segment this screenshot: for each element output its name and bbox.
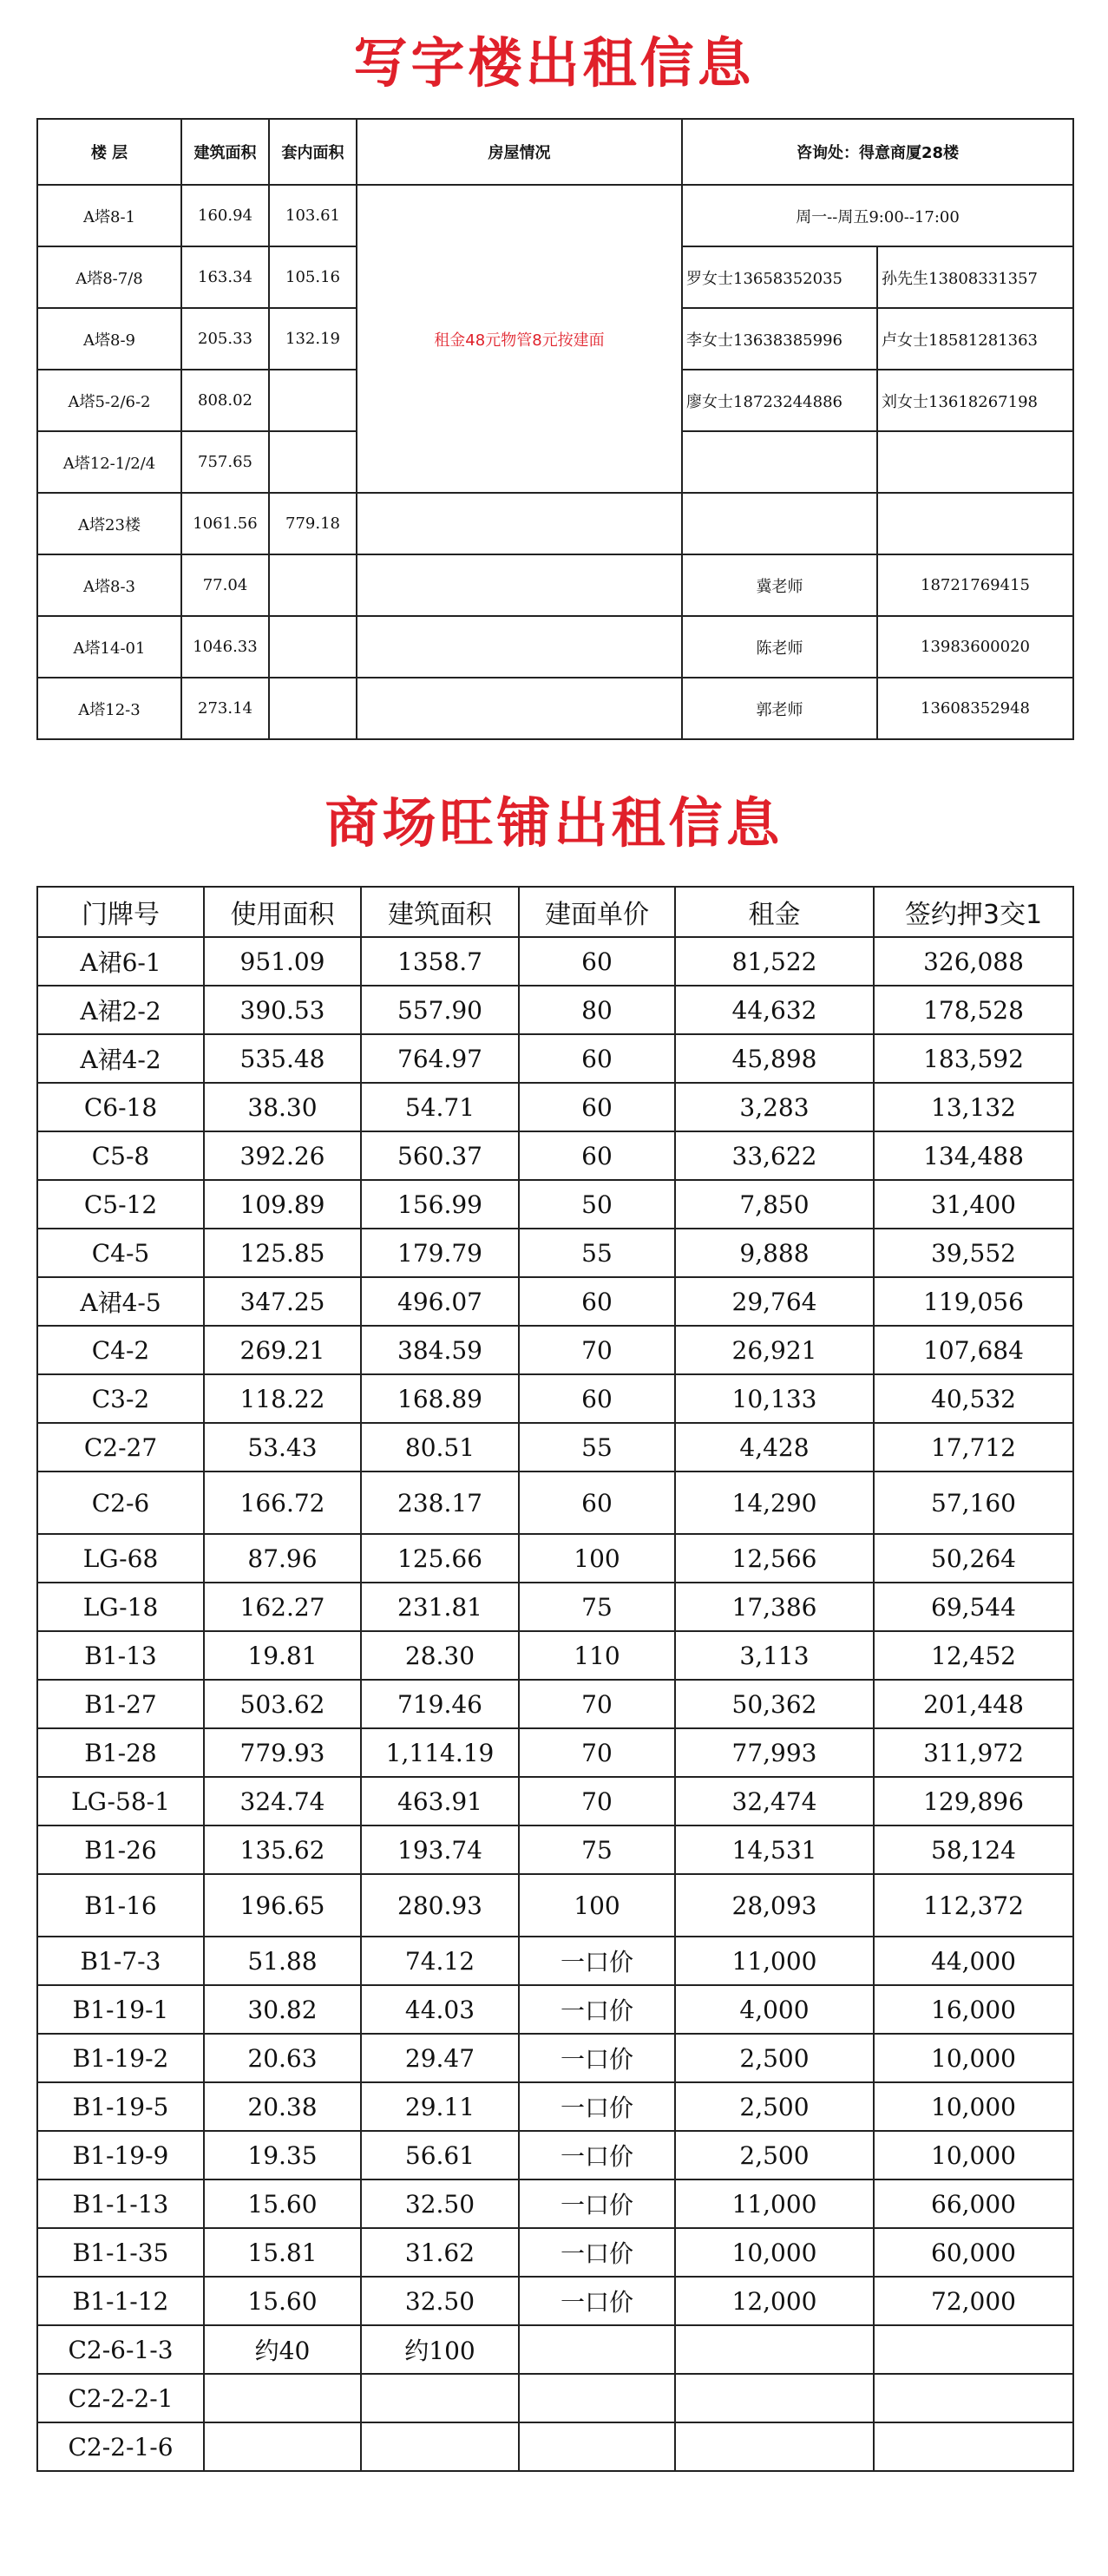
unit-price-cell: 一口价 bbox=[519, 2277, 675, 2325]
usable-area-cell: 392.26 bbox=[204, 1131, 361, 1180]
unit-price-cell: 70 bbox=[519, 1777, 675, 1825]
usable-area-cell: 503.62 bbox=[204, 1680, 361, 1728]
building-area-cell bbox=[361, 2374, 519, 2422]
usable-area-cell: 269.21 bbox=[204, 1326, 361, 1374]
rent-cell: 26,921 bbox=[675, 1326, 874, 1374]
building-area-cell: 238.17 bbox=[361, 1472, 519, 1534]
mall-row bbox=[37, 2179, 1073, 2228]
floor-cell: A塔8-9 bbox=[37, 308, 181, 370]
unit-price-cell: 55 bbox=[519, 1229, 675, 1277]
unit-price-cell: 110 bbox=[519, 1631, 675, 1680]
mall-row bbox=[37, 1472, 1073, 1534]
unit-cell: B1-26 bbox=[37, 1825, 204, 1874]
building-area-cell: 463.91 bbox=[361, 1777, 519, 1825]
office-hours: 周一--周五9:00--17:00 bbox=[682, 185, 1073, 246]
mall-row bbox=[37, 1534, 1073, 1583]
unit-cell: B1-7-3 bbox=[37, 1937, 204, 1985]
rent-cell bbox=[675, 2422, 874, 2471]
unit-cell: C2-2-1-6 bbox=[37, 2422, 204, 2471]
unit-price-cell: 一口价 bbox=[519, 2131, 675, 2179]
area-cell: 757.65 bbox=[181, 431, 269, 493]
rent-cell: 14,290 bbox=[675, 1472, 874, 1534]
unit-cell: A裙6-1 bbox=[37, 937, 204, 986]
rent-cell: 7,850 bbox=[675, 1180, 874, 1229]
usable-area-cell: 20.38 bbox=[204, 2082, 361, 2131]
usable-area-cell bbox=[204, 2374, 361, 2422]
usable-area-cell: 779.93 bbox=[204, 1728, 361, 1777]
rent-cell: 10,000 bbox=[675, 2228, 874, 2277]
unit-cell: B1-19-9 bbox=[37, 2131, 204, 2179]
building-area-cell: 496.07 bbox=[361, 1277, 519, 1326]
deposit-cell: 31,400 bbox=[874, 1180, 1073, 1229]
usable-area-cell: 109.89 bbox=[204, 1180, 361, 1229]
building-area-cell: 231.81 bbox=[361, 1583, 519, 1631]
mall-row bbox=[37, 1937, 1073, 1985]
unit-cell: C6-18 bbox=[37, 1083, 204, 1131]
rent-cell: 17,386 bbox=[675, 1583, 874, 1631]
floor-cell: A塔14-01 bbox=[37, 616, 181, 678]
usable-area-cell: 38.30 bbox=[204, 1083, 361, 1131]
building-area-cell: 56.61 bbox=[361, 2131, 519, 2179]
rent-cell: 10,133 bbox=[675, 1374, 874, 1423]
usable-area-cell: 15.81 bbox=[204, 2228, 361, 2277]
rent-cell: 11,000 bbox=[675, 2179, 874, 2228]
mall-title: 商场旺铺出租信息 bbox=[325, 791, 783, 855]
mall-row bbox=[37, 1374, 1073, 1423]
building-area-cell: 125.66 bbox=[361, 1534, 519, 1583]
unit-price-cell bbox=[519, 2374, 675, 2422]
deposit-cell: 201,448 bbox=[874, 1680, 1073, 1728]
mall-row bbox=[37, 986, 1073, 1034]
mall-row bbox=[37, 1631, 1073, 1680]
contact-cell bbox=[877, 493, 1073, 554]
unit-price-cell: 一口价 bbox=[519, 2228, 675, 2277]
unit-price-cell: 70 bbox=[519, 1326, 675, 1374]
mall-table-body bbox=[37, 887, 1073, 2471]
mall-row bbox=[37, 1985, 1073, 2034]
inner-area-cell bbox=[269, 678, 357, 739]
mall-row bbox=[37, 937, 1073, 986]
header-area: 建筑面积 bbox=[181, 119, 269, 185]
contact-cell: 罗女士13658352035 bbox=[682, 246, 877, 308]
building-area-cell bbox=[361, 2422, 519, 2471]
building-area-cell: 28.30 bbox=[361, 1631, 519, 1680]
deposit-cell: 183,592 bbox=[874, 1034, 1073, 1083]
building-area-cell: 719.46 bbox=[361, 1680, 519, 1728]
floor-cell: A塔8-1 bbox=[37, 185, 181, 246]
deposit-cell: 119,056 bbox=[874, 1277, 1073, 1326]
header-inquiry: 咨询处：得意商厦28楼 bbox=[682, 119, 1073, 185]
building-area-cell: 764.97 bbox=[361, 1034, 519, 1083]
deposit-cell: 112,372 bbox=[874, 1874, 1073, 1937]
usable-area-cell: 51.88 bbox=[204, 1937, 361, 1985]
deposit-cell: 10,000 bbox=[874, 2034, 1073, 2082]
condition-cell bbox=[357, 493, 682, 554]
building-area-cell: 557.90 bbox=[361, 986, 519, 1034]
building-area-cell: 44.03 bbox=[361, 1985, 519, 2034]
header-floor: 楼 层 bbox=[37, 119, 181, 185]
contact-cell: 廖女士18723244886 bbox=[682, 370, 877, 431]
usable-area-cell: 118.22 bbox=[204, 1374, 361, 1423]
unit-cell: C2-6-1-3 bbox=[37, 2325, 204, 2374]
unit-price-cell: 60 bbox=[519, 1277, 675, 1326]
deposit-cell: 50,264 bbox=[874, 1534, 1073, 1583]
mall-header-row bbox=[37, 887, 1073, 937]
mall-row bbox=[37, 2131, 1073, 2179]
building-area-cell: 80.51 bbox=[361, 1423, 519, 1472]
usable-area-cell: 约40 bbox=[204, 2325, 361, 2374]
building-area-cell: 74.12 bbox=[361, 1937, 519, 1985]
area-cell: 1046.33 bbox=[181, 616, 269, 678]
building-area-cell: 384.59 bbox=[361, 1326, 519, 1374]
mall-row bbox=[37, 1131, 1073, 1180]
rent-cell: 2,500 bbox=[675, 2131, 874, 2179]
building-area-cell: 560.37 bbox=[361, 1131, 519, 1180]
deposit-cell: 311,972 bbox=[874, 1728, 1073, 1777]
mall-row bbox=[37, 2228, 1073, 2277]
unit-price-cell: 一口价 bbox=[519, 1985, 675, 2034]
deposit-cell: 134,488 bbox=[874, 1131, 1073, 1180]
unit-price-cell: 60 bbox=[519, 1472, 675, 1534]
inner-area-cell: 103.61 bbox=[269, 185, 357, 246]
floor-cell: A塔8-7/8 bbox=[37, 246, 181, 308]
deposit-cell: 13,132 bbox=[874, 1083, 1073, 1131]
deposit-cell: 60,000 bbox=[874, 2228, 1073, 2277]
unit-price-cell: 70 bbox=[519, 1728, 675, 1777]
unit-cell: B1-1-13 bbox=[37, 2179, 204, 2228]
inner-area-cell bbox=[269, 554, 357, 616]
usable-area-cell: 53.43 bbox=[204, 1423, 361, 1472]
deposit-cell: 129,896 bbox=[874, 1777, 1073, 1825]
inner-area-cell bbox=[269, 616, 357, 678]
contact-cell bbox=[682, 431, 877, 493]
office-title: 写字楼出租信息 bbox=[353, 31, 755, 95]
contact-cell bbox=[682, 493, 877, 554]
building-area-cell: 29.11 bbox=[361, 2082, 519, 2131]
mall-table bbox=[36, 886, 1074, 2472]
floor-cell: A塔12-1/2/4 bbox=[37, 431, 181, 493]
building-area-cell: 280.93 bbox=[361, 1874, 519, 1937]
rent-cell: 29,764 bbox=[675, 1277, 874, 1326]
unit-cell: C4-2 bbox=[37, 1326, 204, 1374]
usable-area-cell: 324.74 bbox=[204, 1777, 361, 1825]
condition-cell bbox=[357, 616, 682, 678]
office-row bbox=[37, 616, 1073, 678]
mall-row bbox=[37, 1034, 1073, 1083]
deposit-cell bbox=[874, 2374, 1073, 2422]
area-cell: 808.02 bbox=[181, 370, 269, 431]
building-area-cell: 1,114.19 bbox=[361, 1728, 519, 1777]
inner-area-cell: 779.18 bbox=[269, 493, 357, 554]
area-cell: 160.94 bbox=[181, 185, 269, 246]
unit-price-cell: 75 bbox=[519, 1825, 675, 1874]
deposit-cell: 40,532 bbox=[874, 1374, 1073, 1423]
deposit-cell: 10,000 bbox=[874, 2082, 1073, 2131]
contact-cell: 18721769415 bbox=[877, 554, 1073, 616]
usable-area-cell: 135.62 bbox=[204, 1825, 361, 1874]
mall-row bbox=[37, 1874, 1073, 1937]
mall-row bbox=[37, 1326, 1073, 1374]
building-area-cell: 168.89 bbox=[361, 1374, 519, 1423]
usable-area-cell bbox=[204, 2422, 361, 2471]
unit-cell: C2-27 bbox=[37, 1423, 204, 1472]
rent-cell: 2,500 bbox=[675, 2082, 874, 2131]
mall-row bbox=[37, 1777, 1073, 1825]
contact-cell: 卢女士18581281363 bbox=[877, 308, 1073, 370]
deposit-cell bbox=[874, 2325, 1073, 2374]
mall-row bbox=[37, 1229, 1073, 1277]
mall-row bbox=[37, 2325, 1073, 2374]
unit-price-cell: 100 bbox=[519, 1534, 675, 1583]
contact-cell: 陈老师 bbox=[682, 616, 877, 678]
unit-cell: B1-13 bbox=[37, 1631, 204, 1680]
office-row bbox=[37, 185, 1073, 246]
deposit-cell: 69,544 bbox=[874, 1583, 1073, 1631]
contact-cell: 郭老师 bbox=[682, 678, 877, 739]
building-area-cell: 156.99 bbox=[361, 1180, 519, 1229]
unit-cell: B1-19-2 bbox=[37, 2034, 204, 2082]
rent-note: 租金48元物管8元按建面 bbox=[357, 185, 682, 493]
unit-price-cell: 一口价 bbox=[519, 2034, 675, 2082]
deposit-cell: 57,160 bbox=[874, 1472, 1073, 1534]
mall-row bbox=[37, 1583, 1073, 1631]
mall-row bbox=[37, 1277, 1073, 1326]
rent-cell: 45,898 bbox=[675, 1034, 874, 1083]
unit-cell: C5-12 bbox=[37, 1180, 204, 1229]
contact-cell: 冀老师 bbox=[682, 554, 877, 616]
unit-price-cell: 60 bbox=[519, 937, 675, 986]
usable-area-cell: 347.25 bbox=[204, 1277, 361, 1326]
deposit-cell: 39,552 bbox=[874, 1229, 1073, 1277]
usable-area-cell: 19.81 bbox=[204, 1631, 361, 1680]
deposit-cell: 66,000 bbox=[874, 2179, 1073, 2228]
mall-row bbox=[37, 2422, 1073, 2471]
inner-area-cell: 132.19 bbox=[269, 308, 357, 370]
building-area-cell: 32.50 bbox=[361, 2277, 519, 2325]
unit-price-cell: 60 bbox=[519, 1034, 675, 1083]
mall-row bbox=[37, 1180, 1073, 1229]
mall-row bbox=[37, 2277, 1073, 2325]
unit-cell: B1-1-12 bbox=[37, 2277, 204, 2325]
unit-price-cell: 60 bbox=[519, 1131, 675, 1180]
unit-cell: C2-2-2-1 bbox=[37, 2374, 204, 2422]
rent-cell bbox=[675, 2374, 874, 2422]
rent-cell: 14,531 bbox=[675, 1825, 874, 1874]
building-area-cell: 32.50 bbox=[361, 2179, 519, 2228]
floor-cell: A塔12-3 bbox=[37, 678, 181, 739]
unit-cell: B1-16 bbox=[37, 1874, 204, 1937]
unit-cell: C5-8 bbox=[37, 1131, 204, 1180]
building-area-cell: 179.79 bbox=[361, 1229, 519, 1277]
usable-area-cell: 87.96 bbox=[204, 1534, 361, 1583]
office-row bbox=[37, 678, 1073, 739]
rent-cell: 77,993 bbox=[675, 1728, 874, 1777]
usable-area-cell: 951.09 bbox=[204, 937, 361, 986]
contact-cell: 刘女士13618267198 bbox=[877, 370, 1073, 431]
unit-cell: B1-27 bbox=[37, 1680, 204, 1728]
condition-cell bbox=[357, 554, 682, 616]
building-area-cell: 29.47 bbox=[361, 2034, 519, 2082]
header-unit: 门牌号 bbox=[37, 887, 204, 937]
usable-area-cell: 20.63 bbox=[204, 2034, 361, 2082]
deposit-cell: 107,684 bbox=[874, 1326, 1073, 1374]
deposit-cell: 72,000 bbox=[874, 2277, 1073, 2325]
rent-cell: 3,113 bbox=[675, 1631, 874, 1680]
usable-area-cell: 166.72 bbox=[204, 1472, 361, 1534]
contact-cell: 13983600020 bbox=[877, 616, 1073, 678]
rent-cell: 81,522 bbox=[675, 937, 874, 986]
unit-cell: A裙4-2 bbox=[37, 1034, 204, 1083]
inner-area-cell: 105.16 bbox=[269, 246, 357, 308]
header-unit-price: 建面单价 bbox=[519, 887, 675, 937]
unit-cell: A裙2-2 bbox=[37, 986, 204, 1034]
usable-area-cell: 162.27 bbox=[204, 1583, 361, 1631]
mall-row bbox=[37, 1680, 1073, 1728]
rent-cell: 4,000 bbox=[675, 1985, 874, 2034]
unit-price-cell bbox=[519, 2422, 675, 2471]
area-cell: 163.34 bbox=[181, 246, 269, 308]
usable-area-cell: 535.48 bbox=[204, 1034, 361, 1083]
header-deposit: 签约押3交1 bbox=[874, 887, 1073, 937]
unit-cell: B1-19-5 bbox=[37, 2082, 204, 2131]
mall-row bbox=[37, 1083, 1073, 1131]
header-inner: 套内面积 bbox=[269, 119, 357, 185]
rent-cell: 4,428 bbox=[675, 1423, 874, 1472]
deposit-cell: 58,124 bbox=[874, 1825, 1073, 1874]
deposit-cell: 44,000 bbox=[874, 1937, 1073, 1985]
area-cell: 1061.56 bbox=[181, 493, 269, 554]
header-condition: 房屋情况 bbox=[357, 119, 682, 185]
mall-row bbox=[37, 1423, 1073, 1472]
deposit-cell: 12,452 bbox=[874, 1631, 1073, 1680]
floor-cell: A塔8-3 bbox=[37, 554, 181, 616]
mall-row bbox=[37, 1825, 1073, 1874]
area-cell: 205.33 bbox=[181, 308, 269, 370]
inner-area-cell bbox=[269, 370, 357, 431]
unit-cell: B1-28 bbox=[37, 1728, 204, 1777]
office-table-body bbox=[37, 119, 1073, 739]
unit-cell: B1-19-1 bbox=[37, 1985, 204, 2034]
unit-price-cell: 一口价 bbox=[519, 1937, 675, 1985]
unit-cell: LG-58-1 bbox=[37, 1777, 204, 1825]
deposit-cell: 178,528 bbox=[874, 986, 1073, 1034]
floor-cell: A塔5-2/6-2 bbox=[37, 370, 181, 431]
building-area-cell: 1358.7 bbox=[361, 937, 519, 986]
unit-price-cell: 一口价 bbox=[519, 2082, 675, 2131]
rent-cell: 12,000 bbox=[675, 2277, 874, 2325]
office-row bbox=[37, 554, 1073, 616]
unit-price-cell bbox=[519, 2325, 675, 2374]
building-area-cell: 193.74 bbox=[361, 1825, 519, 1874]
deposit-cell bbox=[874, 2422, 1073, 2471]
unit-cell: C2-6 bbox=[37, 1472, 204, 1534]
unit-price-cell: 60 bbox=[519, 1083, 675, 1131]
rent-cell: 28,093 bbox=[675, 1874, 874, 1937]
deposit-cell: 17,712 bbox=[874, 1423, 1073, 1472]
condition-cell bbox=[357, 678, 682, 739]
usable-area-cell: 19.35 bbox=[204, 2131, 361, 2179]
usable-area-cell: 390.53 bbox=[204, 986, 361, 1034]
rent-cell: 9,888 bbox=[675, 1229, 874, 1277]
rent-cell: 32,474 bbox=[675, 1777, 874, 1825]
building-area-cell: 31.62 bbox=[361, 2228, 519, 2277]
rent-cell bbox=[675, 2325, 874, 2374]
usable-area-cell: 15.60 bbox=[204, 2179, 361, 2228]
header-rent: 租金 bbox=[675, 887, 874, 937]
unit-cell: B1-1-35 bbox=[37, 2228, 204, 2277]
deposit-cell: 16,000 bbox=[874, 1985, 1073, 2034]
contact-cell: 13608352948 bbox=[877, 678, 1073, 739]
rent-cell: 50,362 bbox=[675, 1680, 874, 1728]
office-table bbox=[36, 118, 1074, 740]
contact-cell bbox=[877, 431, 1073, 493]
unit-price-cell: 80 bbox=[519, 986, 675, 1034]
unit-price-cell: 一口价 bbox=[519, 2179, 675, 2228]
usable-area-cell: 125.85 bbox=[204, 1229, 361, 1277]
header-usable-area: 使用面积 bbox=[204, 887, 361, 937]
building-area-cell: 54.71 bbox=[361, 1083, 519, 1131]
unit-price-cell: 100 bbox=[519, 1874, 675, 1937]
deposit-cell: 10,000 bbox=[874, 2131, 1073, 2179]
unit-price-cell: 50 bbox=[519, 1180, 675, 1229]
office-row bbox=[37, 493, 1073, 554]
floor-cell: A塔23楼 bbox=[37, 493, 181, 554]
building-area-cell: 约100 bbox=[361, 2325, 519, 2374]
rent-cell: 11,000 bbox=[675, 1937, 874, 1985]
contact-cell: 孙先生13808331357 bbox=[877, 246, 1073, 308]
unit-cell: LG-18 bbox=[37, 1583, 204, 1631]
unit-cell: C3-2 bbox=[37, 1374, 204, 1423]
unit-price-cell: 75 bbox=[519, 1583, 675, 1631]
unit-price-cell: 70 bbox=[519, 1680, 675, 1728]
mall-row bbox=[37, 2082, 1073, 2131]
mall-row bbox=[37, 2374, 1073, 2422]
usable-area-cell: 196.65 bbox=[204, 1874, 361, 1937]
rent-cell: 12,566 bbox=[675, 1534, 874, 1583]
mall-row bbox=[37, 2034, 1073, 2082]
rent-cell: 33,622 bbox=[675, 1131, 874, 1180]
unit-cell: LG-68 bbox=[37, 1534, 204, 1583]
unit-price-cell: 55 bbox=[519, 1423, 675, 1472]
rent-cell: 44,632 bbox=[675, 986, 874, 1034]
office-header-row bbox=[37, 119, 1073, 185]
unit-price-cell: 60 bbox=[519, 1374, 675, 1423]
usable-area-cell: 15.60 bbox=[204, 2277, 361, 2325]
contact-cell: 李女士13638385996 bbox=[682, 308, 877, 370]
area-cell: 77.04 bbox=[181, 554, 269, 616]
area-cell: 273.14 bbox=[181, 678, 269, 739]
unit-cell: C4-5 bbox=[37, 1229, 204, 1277]
inner-area-cell bbox=[269, 431, 357, 493]
header-building-area: 建筑面积 bbox=[361, 887, 519, 937]
rent-cell: 2,500 bbox=[675, 2034, 874, 2082]
deposit-cell: 326,088 bbox=[874, 937, 1073, 986]
rent-cell: 3,283 bbox=[675, 1083, 874, 1131]
unit-cell: A裙4-5 bbox=[37, 1277, 204, 1326]
mall-row bbox=[37, 1728, 1073, 1777]
usable-area-cell: 30.82 bbox=[204, 1985, 361, 2034]
